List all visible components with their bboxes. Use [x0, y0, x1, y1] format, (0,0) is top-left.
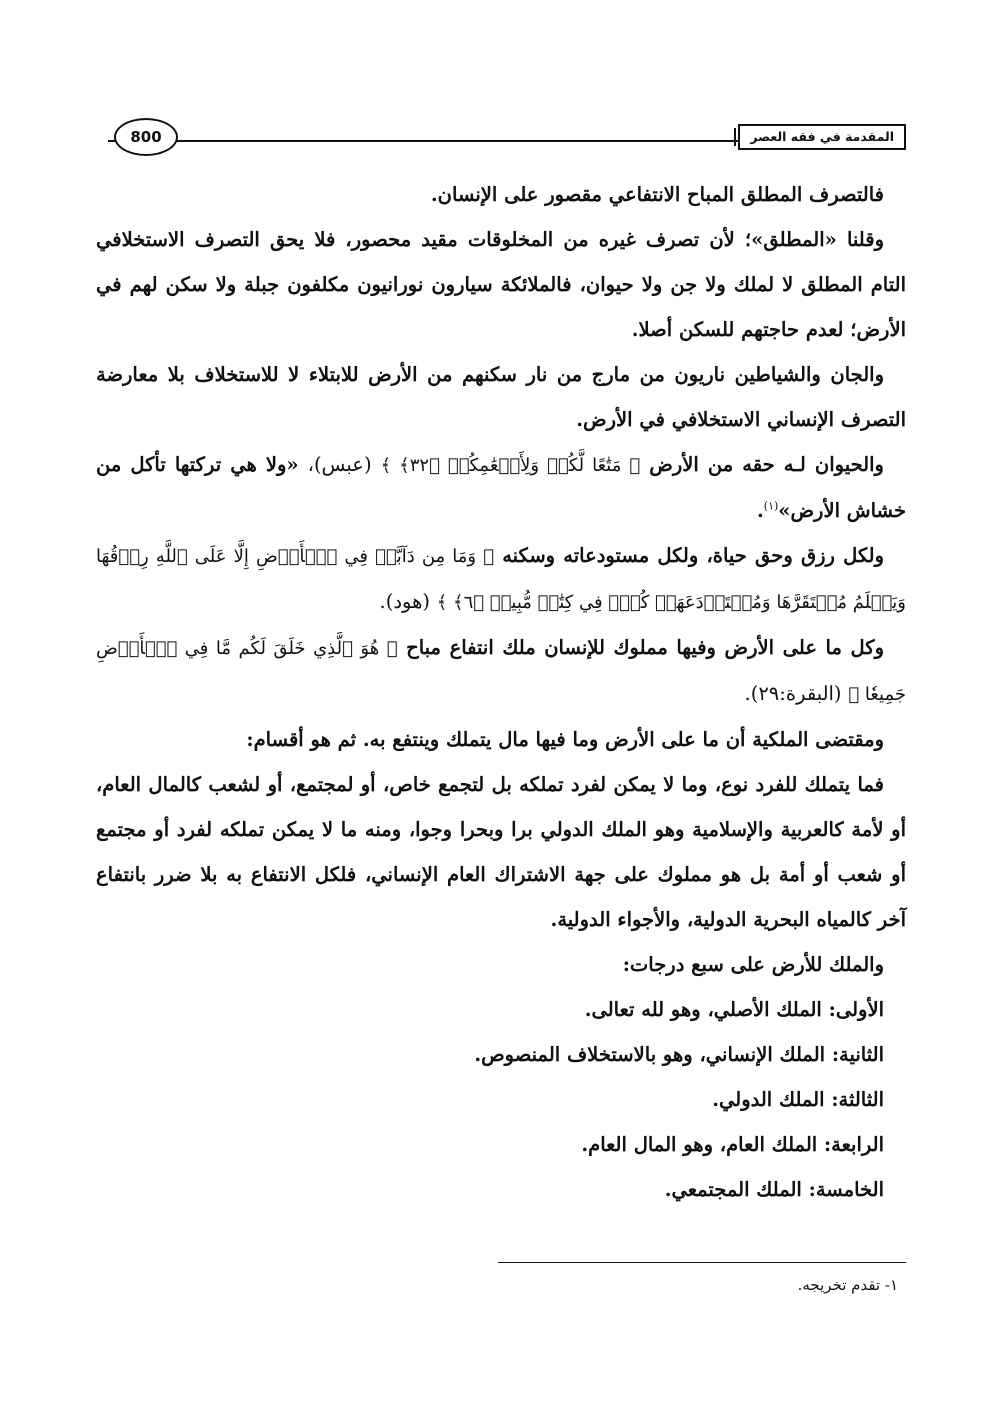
footnote-separator: [498, 1262, 906, 1263]
quran-verse-hud: ﴿ وَمَا مِن دَآبَّةٖ فِي ٱلۡأَرۡضِ إِلَّا عَلَى ٱللَّهِ رِزۡقُهَا وَيَعۡلَمُ مُسۡتَقَرَّهَا وَمُسۡتَوۡدَعَهَاۚ كُلّٞ فِي كِتَٰبٖ مُّبِينٖ ﴿٦﴾ ﴾: [96, 546, 906, 613]
list-item: الثانية: الملك الإنساني، وهو بالاستخلاف المنصوص.: [474, 1043, 884, 1066]
page-body: [96, 172, 906, 1212]
book-title: المقدمة في فقه العصر: [738, 124, 906, 150]
verse-reference: (هود).: [379, 590, 430, 613]
paragraph-4: [96, 442, 906, 533]
verse-reference: (عبس)،: [307, 453, 372, 476]
degrees-list: [96, 942, 906, 1212]
paragraph-5-text: ولكل رزق وحق حياة، ولكل مستودعاته وسكنه: [502, 544, 884, 567]
paragraph-3: والجان والشياطين ناريون من مارج من نار سكنهم من الأرض للابتلاء لا للاستخلاف بلا معارضة التصرف الإنساني الاستخلافي في الأرض.: [96, 363, 906, 431]
list-item: الأولى: الملك الأصلي، وهو لله تعالى.: [584, 998, 884, 1021]
verse-reference: (البقرة:٢٩).: [744, 682, 842, 705]
list-item: الرابعة: الملك العام، وهو المال العام.: [581, 1133, 884, 1156]
list-item: الثالثة: الملك الدولي.: [712, 1088, 884, 1111]
paragraph-1: فالتصرف المطلق المباح الانتفاعي مقصور على الإنسان.: [430, 183, 884, 206]
footnote: ١- تقدم تخريجه.: [797, 1276, 898, 1294]
paragraph-6-text: وكل ما على الأرض وفيها مملوك للإنسان ملك انتفاع مباح: [406, 636, 884, 659]
hadith-quote: «ولا هي تركتها تأكل من خشاش الأرض»: [96, 453, 906, 522]
list-item: الخامسة: الملك المجتمعي.: [664, 1178, 884, 1201]
paragraph-5: [96, 533, 906, 625]
paragraph-2: وقلنا «المطلق»؛ لأن تصرف غيره من المخلوقات مقيد محصور، فلا يحق التصرف الاستخلافي التام المطلق لا لملك ولا جن ولا حيوان، فالملائكة سيارون نورانيون مكلفون جبلة ولا سكن لهم في الأرض؛ لعدم حاجتهم للسكن أصلا.: [96, 228, 906, 341]
quran-verse-baqarah: ﴿ هُوَ ٱلَّذِي خَلَقَ لَكُم مَّا فِي ٱلۡأَرۡضِ جَمِيعٗا ﴾: [96, 638, 906, 705]
paragraph-8: فما يتملك للفرد نوع، وما لا يمكن لفرد تملكه بل لتجمع خاص، أو لمجتمع، أو لشعب كالمال العام، أو لأمة كالعربية والإسلامية وهو الملك الدولي برا وبحرا وجوا، ومنه ما لا يمكن تملكه لفرد أو مجتمع أو شعب أو أمة بل هو مملوك على جهة الاشتراك العام الإنساني، فلكل الانتفاع به بلا ضرر بانتفاع آخر كالمياه البحرية الدولية، والأجواء الدولية.: [96, 773, 906, 931]
paragraph-4-end: .: [756, 499, 764, 522]
paragraph-6: [96, 625, 906, 717]
page-header: [108, 118, 906, 158]
list-intro: والملك للأرض على سبع درجات:: [622, 953, 884, 976]
page-number: 800: [114, 118, 178, 156]
quran-verse-abasa: ﴿ مَتَٰعًا لَّكُمۡ وَلِأَنۡعَٰمِكُمۡ ﴿٣٢﴾ ﴾: [380, 455, 641, 476]
paragraph-4-text: والحيوان لـه حقه من الأرض: [649, 453, 884, 476]
paragraph-7: ومقتضى الملكية أن ما على الأرض وما فيها مال يتملك وينتفع به. ثم هو أقسام:: [246, 728, 884, 751]
footnote-marker[interactable]: (١): [763, 499, 779, 513]
